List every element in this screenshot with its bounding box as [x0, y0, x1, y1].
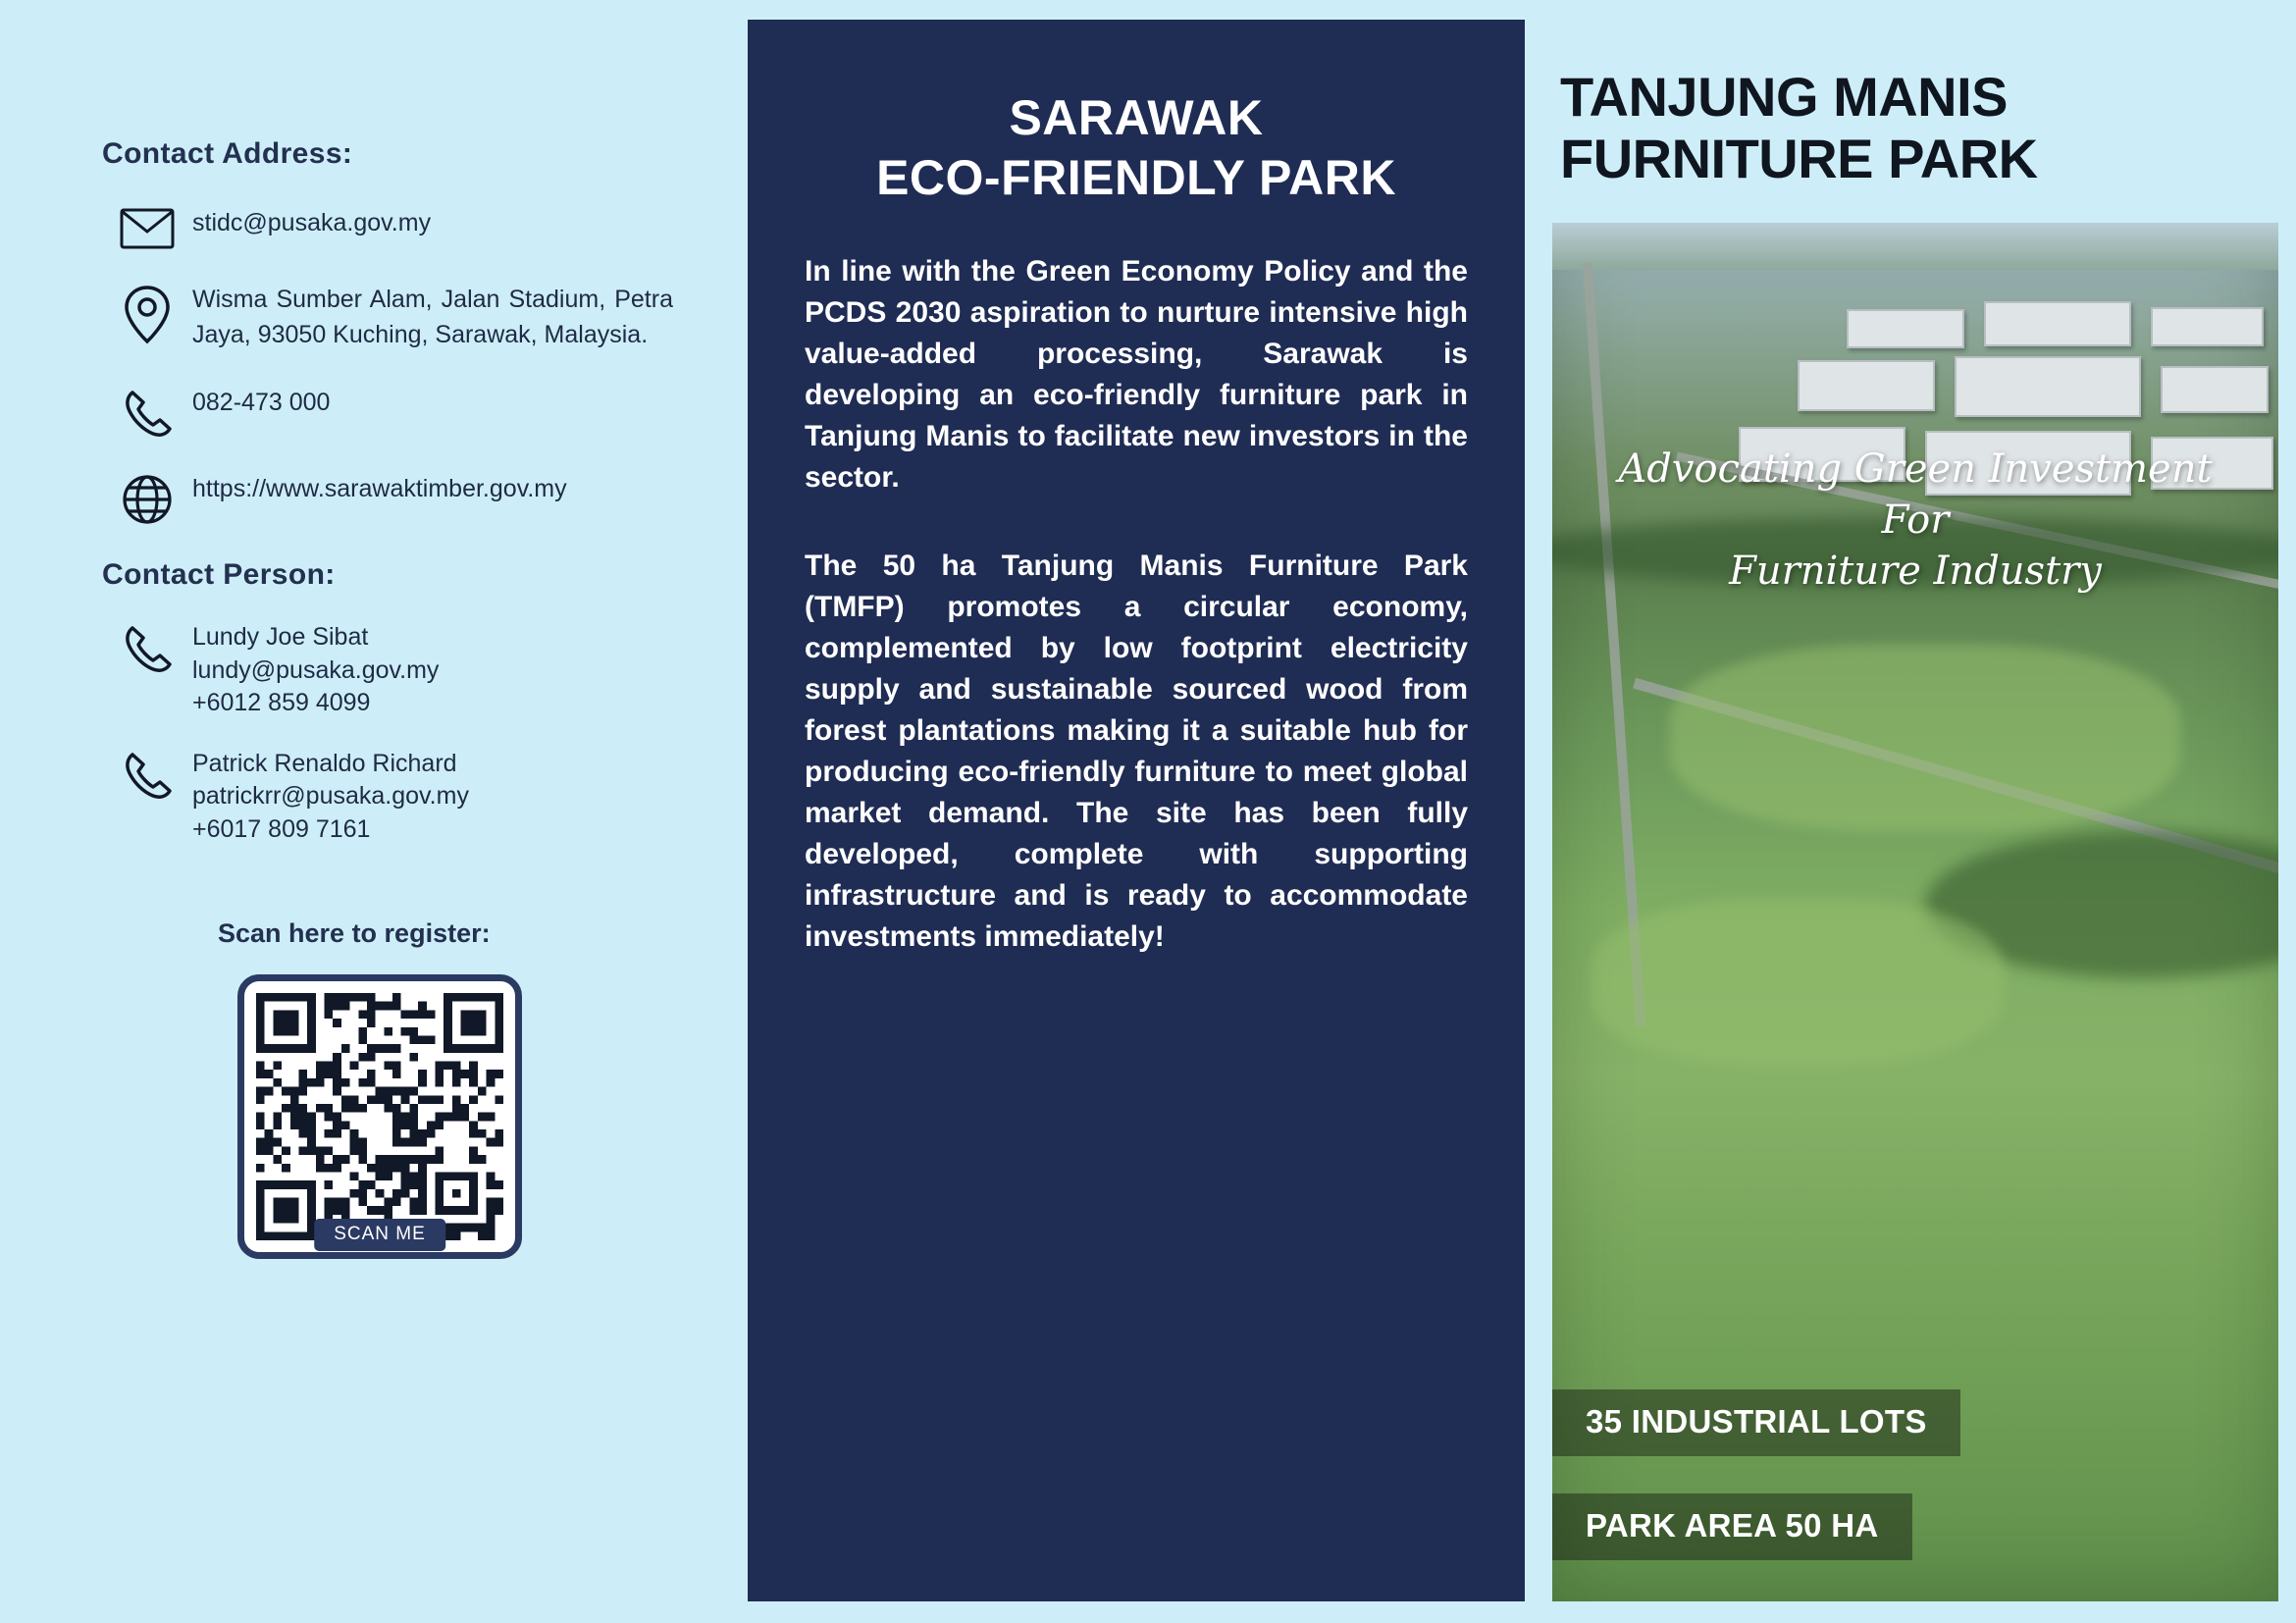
scan-me-badge: SCAN ME	[314, 1219, 445, 1251]
aerial-photo	[1552, 223, 2278, 1601]
contact-email-row	[102, 206, 748, 249]
person-phone[interactable]: +6012 859 4099	[192, 689, 371, 716]
cover-tagline	[1552, 444, 2278, 597]
phone-icon	[102, 748, 192, 801]
contact-panel	[0, 0, 748, 1623]
eco-park-title-line1: SARAWAK	[1009, 90, 1264, 145]
photo-building	[2161, 366, 2269, 413]
stat-industrial-lots: 35 INDUSTRIAL LOTS	[1552, 1389, 1960, 1456]
cover-panel	[1525, 20, 2296, 1601]
photo-sky	[1552, 223, 2278, 270]
person-email[interactable]: lundy@pusaka.gov.my	[192, 655, 440, 684]
cover-title-line2: FURNITURE PARK	[1560, 127, 2038, 189]
scan-heading: Scan here to register:	[218, 918, 491, 948]
contact-person-1-details	[192, 621, 439, 720]
contact-website-link[interactable]: https://www.sarawaktimber.gov.my	[192, 475, 567, 502]
eco-park-title	[805, 88, 1468, 208]
phone-icon	[102, 386, 192, 439]
contact-website-row	[102, 472, 748, 525]
contact-person-heading: Contact Person:	[102, 558, 336, 591]
eco-park-paragraph-2: The 50 ha Tanjung Manis Furniture Park (TMFP) promotes a circular economy, complemented by low footprint electricity supply and sustainable sourced wood from forest plantations making it a suitable hub for producing eco-friendly furniture to meet global market demand. The site has been fully developed, complete with supporting infrastructure and is ready to accommodate investments immediately!	[805, 550, 1468, 953]
photo-field	[1670, 645, 2180, 831]
cover-title-line1: TANJUNG MANIS	[1560, 66, 2009, 128]
phone-icon	[102, 621, 192, 674]
envelope-icon	[102, 206, 192, 249]
contact-phone-text[interactable]: 082-473 000	[192, 389, 331, 416]
globe-icon	[102, 472, 192, 525]
contact-phone-row	[102, 386, 748, 439]
stat-park-area: PARK AREA 50 HA	[1552, 1493, 1912, 1560]
qr-code[interactable]	[237, 974, 522, 1259]
photo-building	[1798, 360, 1935, 411]
eco-park-title-line2: ECO-FRIENDLY PARK	[876, 150, 1396, 205]
photo-building	[1955, 356, 2141, 417]
contact-person-2-details	[192, 748, 469, 847]
person-email[interactable]: patrickrr@pusaka.gov.my	[192, 782, 469, 810]
photo-building	[1847, 309, 1964, 348]
photo-building	[1984, 301, 2131, 346]
person-name: Patrick Renaldo Richard	[192, 749, 457, 777]
person-name: Lundy Joe Sibat	[192, 623, 369, 651]
cover-tagline-line1: Advocating Green Investment For	[1618, 446, 2213, 544]
contact-person-1	[102, 621, 748, 720]
cover-title	[1525, 20, 2296, 189]
contact-address-text: Wisma Sumber Alam, Jalan Stadium, Petra Jaya, 93050 Kuching, Sarawak, Malaysia.	[192, 286, 673, 348]
eco-park-paragraph-1: In line with the Green Economy Policy and the PCDS 2030 aspiration to nurture intensive high value-added processing, Sarawak is developing an eco-friendly furniture park in Tanjung Manis to facilitate new investors in the sector.	[805, 255, 1468, 494]
qr-canvas	[256, 993, 503, 1240]
person-phone[interactable]: +6017 809 7161	[192, 814, 371, 843]
contact-address-row	[102, 283, 748, 352]
eco-park-panel	[748, 20, 1525, 1601]
contact-address-heading: Contact Address:	[102, 137, 353, 170]
contact-person-2	[102, 748, 748, 847]
photo-building	[2151, 307, 2264, 346]
qr-frame	[237, 974, 522, 1259]
photo-road	[1583, 263, 1645, 1027]
photo-field	[1592, 900, 2004, 1067]
location-pin-icon	[102, 283, 192, 345]
contact-email-text[interactable]: stidc@pusaka.gov.my	[192, 209, 432, 236]
cover-tagline-line2: Furniture Industry	[1729, 549, 2102, 595]
